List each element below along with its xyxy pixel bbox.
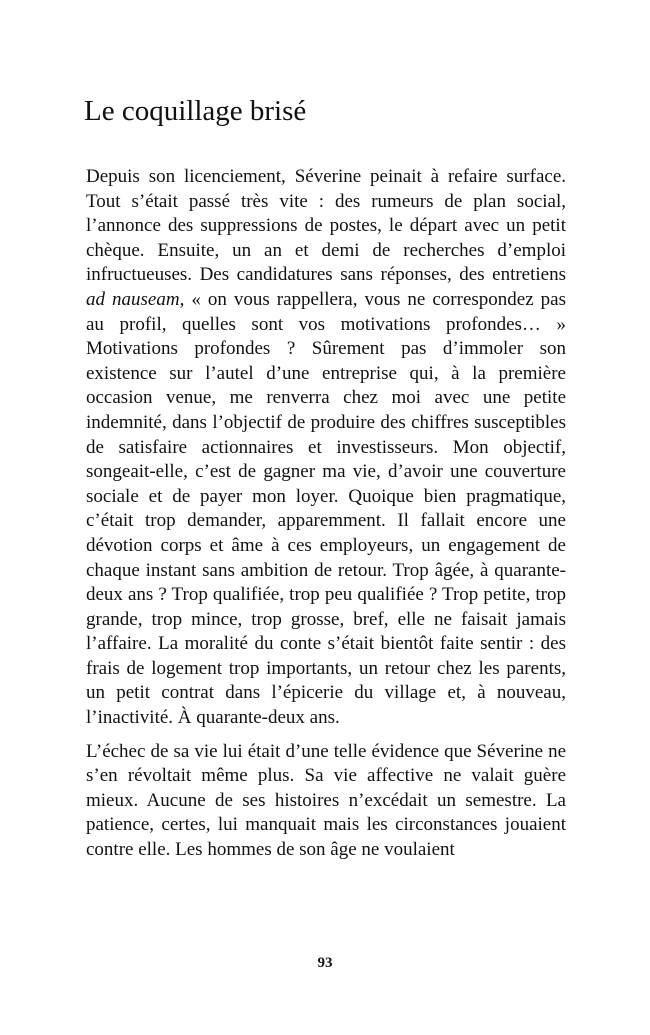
chapter-body <box>86 165 566 863</box>
paragraph-2: L’échec de sa vie lui était d’une telle évidence que Séverine ne s’en révoltait même plus. Sa vie affective ne valait guère mieux. Aucune de ses histoires n’excédait un semestre. La patience, certes, lui manquait mais les circonstances jouaient contre elle. Les hommes de son âge ne voulaient <box>86 740 566 861</box>
page-number: 93 <box>317 955 333 971</box>
chapter-title: Le coquillage brisé <box>84 95 307 127</box>
paragraph-1-text-end: , « on vous rappellera, vous ne correspondez pas au profil, quelles sont vos motivations profondes… » Motivations profondes ? Sûrement pas d’immoler son existence sur l’autel d’une entreprise qui, à la première occasion venue, me renverra chez moi avec une petite indemnité, dans l’objectif de produire des chiffres susceptibles de satisfaire actionnaires et investisseurs. Mon objectif, songeait-elle, c’est de gagner ma vie, d’avoir une couverture sociale et de payer mon loyer. Quoique bien pragmatique, c’était trop demander, apparemment. Il fallait encore une dévotion corps et âme à ces employeurs, un engagement de chaque instant sans ambition de retour. Trop âgée, à quarante-deux ans ? Trop qualifiée, trop peu qualifiée ? Trop petite, trop grande, trop mince, trop grosse, bref, elle ne faisait jamais l’affaire. La moralité du conte s’était bientôt faite sentir : des frais de logement trop importants, un retour chez les parents, un petit contrat dans l’épicerie du village et, à nouveau, l’inactivité. À quarante-deux ans. <box>86 288 566 729</box>
italic-phrase: ad nauseam <box>86 288 180 310</box>
paragraph-1-text-start: Depuis son licenciement, Séverine peinait à refaire surface. Tout s’était passé très vite : des rumeurs de plan social, l’annonce des suppressions de postes, le départ avec un petit chèque. Ensuite, un an et demi de recherches d’emploi infructueuses. Des candidatures sans réponses, des entretiens <box>86 166 566 286</box>
paragraph-1 <box>86 165 566 731</box>
